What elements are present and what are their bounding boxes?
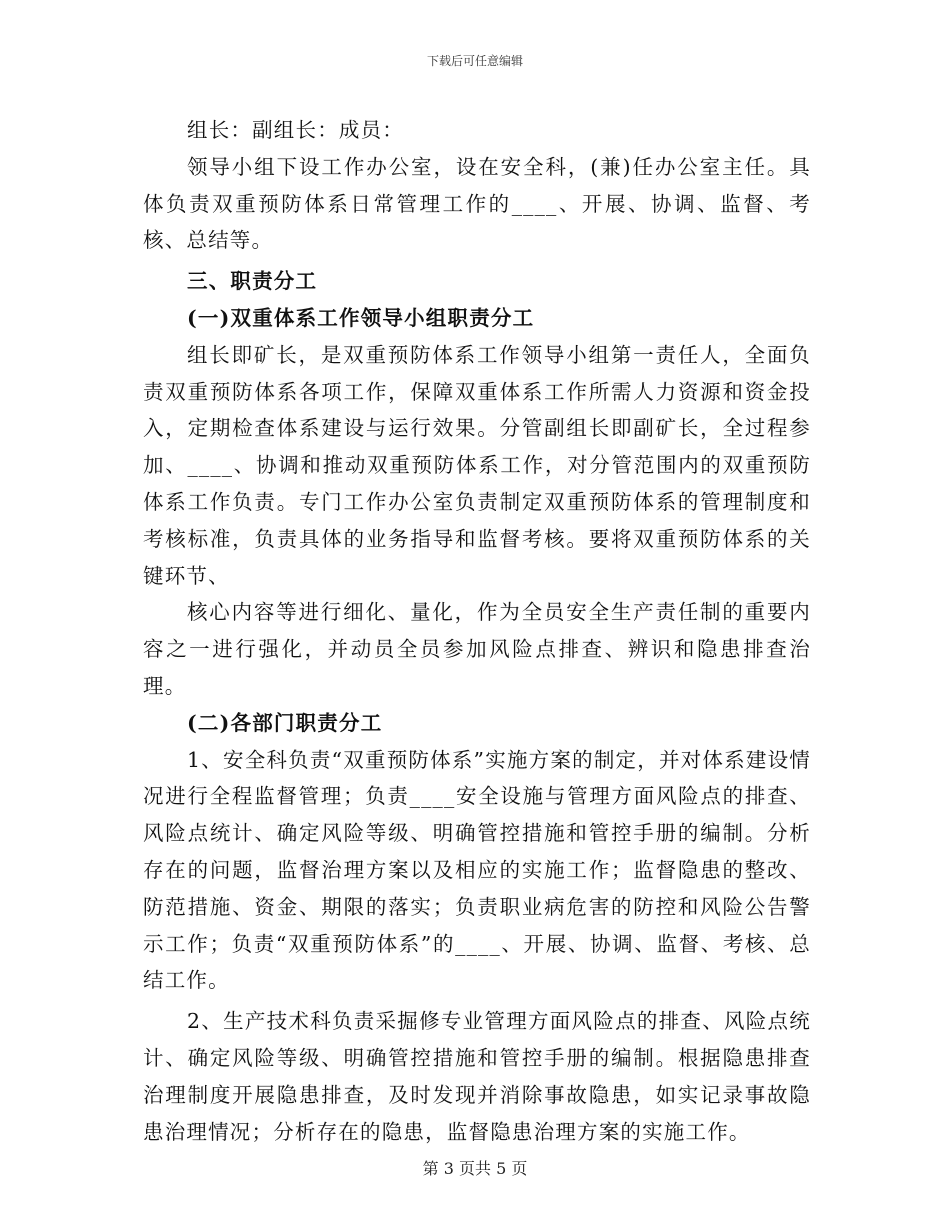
section-heading-duties: 三、职责分工: [187, 269, 318, 294]
production-tech-dept-paragraph: 2、生产技术科负责采掘修专业管理方面风险点的排查、风险点统计、确定风险等级、明确管控措施和管控手册的编制。根据隐患排查治理制度开展隐患排查，及时发现并消除事故隐患，如实记录事故隐患治理情况；分析存在的隐患，监督隐患治理方案的实施工作。: [143, 1009, 811, 1144]
page-header: 下载后可任意编辑: [426, 54, 523, 68]
safety-dept-paragraph: 1、安全科负责“双重预防体系”实施方案的制定，并对体系建设情况进行全程监督管理；负责____安全设施与管理方面风险点的排查、风险点统计、确定风险等级、明确管控措施和管控手册的编制。分析存在的问题，监督治理方案以及相应的实施工作；监督隐患的整改、防范措施、资金、期限的落实；负责职业病危害的防控和风险公告警示工作；负责“双重预防体系”的____、开展、协调、监督、考核、总结工作。: [143, 747, 811, 993]
document-body: [143, 112, 811, 1150]
members-line: 组长：副组长：成员：: [187, 118, 404, 142]
page-footer: 第 3 页共 5 页: [422, 1159, 528, 1178]
core-content-paragraph: 核心内容等进行细化、量化，作为全员安全生产责任制的重要内容之一进行强化，并动员全员参加风险点排查、辨识和隐患排查治理。: [143, 600, 811, 698]
subheading-department-duties: (二)各部门职责分工: [187, 710, 383, 735]
office-paragraph: 领导小组下设工作办公室，设在安全科，(兼)任办公室主任。具体负责双重预防体系日常管理工作的____、开展、协调、监督、考核、总结等。: [143, 154, 811, 253]
leadership-duties-paragraph: 组长即矿长，是双重预防体系工作领导小组第一责任人，全面负责双重预防体系各项工作，保障双重体系工作所需人力资源和资金投入，定期检查体系建设与运行效果。分管副组长即副矿长，全过程参加、____、协调和推动双重预防体系工作，对分管范围内的双重预防体系工作负责。专门工作办公室负责制定双重预防体系的管理制度和考核标准，负责具体的业务指导和监督考核。要将双重预防体系的关键环节、: [143, 342, 811, 588]
subheading-leadership-duties: (一)双重体系工作领导小组职责分工: [187, 305, 535, 330]
